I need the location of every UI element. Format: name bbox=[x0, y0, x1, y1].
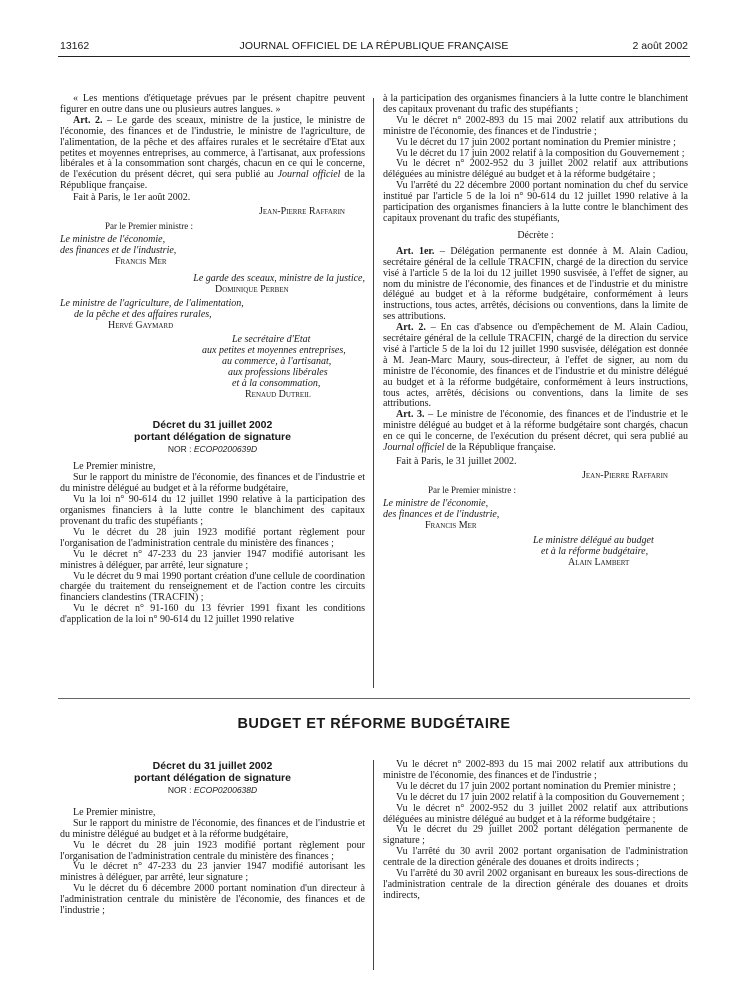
visa-8: Vu le décret du 17 juin 2002 portant nomination du Premier ministre ; bbox=[396, 136, 676, 148]
minister-agri-line2: de la pêche et des affaires rurales, bbox=[74, 309, 212, 321]
decree-title-line2: portant délégation de signature bbox=[134, 772, 291, 784]
column-separator-bottom bbox=[373, 760, 374, 970]
article-2: Art. 2. – Le garde des sceaux, ministre de la justice, le ministre de l'économie, des finances et de l'industrie, le ministre de l'agriculture, de l'alimentation, de la pêche et des affaires rurales et le secrétaire d'Etat aux petites et moyennes entreprises, au commerce, à l'artisanat, aux professions libérales et à la consommation sont chargés, chacun en ce qui le concerne, de l'exécution du présent décret, qui sera publié au Journal officiel de la République française. bbox=[60, 114, 365, 192]
label-quote: « Les mentions d'étiquetage prévues par le présent chapitre peuvent figurer en outre dans une ou plusieurs autres langues. » bbox=[60, 93, 365, 115]
visa-6: Vu le décret du 17 juin 2002 portant nomination du Premier ministre ; bbox=[396, 780, 676, 792]
visa-4: Vu le décret du 6 décembre 2000 portant nomination d'un directeur à l'administration centrale du ministère de l'économie, des finances et de l'industrie ; bbox=[60, 883, 365, 917]
page-number: 13162 bbox=[60, 40, 90, 52]
top-left-column bbox=[60, 94, 365, 626]
nor-reference: NOR : ECOP0200638D bbox=[167, 785, 258, 795]
column-separator bbox=[373, 98, 374, 688]
visa-7: Vu le décret du 17 juin 2002 relatif à la composition du Gouvernement ; bbox=[396, 791, 685, 803]
visa-9: Vu le décret du 29 juillet 2002 portant délégation permanente de signature ; bbox=[383, 824, 688, 847]
signature-date: Fait à Paris, le 1er août 2002. bbox=[73, 192, 191, 204]
section-title: BUDGET ET RÉFORME BUDGÉTAIRE bbox=[237, 716, 511, 732]
visa-11: Vu l'arrêté du 22 décembre 2000 portant nomination du chef du service institué par l'article 5 de la loi n° 90-614 du 12 juillet 1990 relative à la participation des organismes financiers à la lutte contre le blanchiment des capitaux provenant du trafic des stupéfiants, bbox=[383, 180, 688, 224]
se-line3: au commerce, à l'artisanat, bbox=[222, 355, 332, 367]
minister-eco-name: Francis Mer bbox=[425, 519, 477, 531]
visa-1: Sur le rapport du ministre de l'économie, des finances et de l'industrie et du ministre délégué au budget et à la réforme budgétaire, bbox=[60, 472, 365, 495]
md-line2: et à la réforme budgétaire, bbox=[541, 546, 649, 558]
journal-title: JOURNAL OFFICIEL DE LA RÉPUBLIQUE FRANÇAISE bbox=[239, 40, 509, 52]
minister-eco-name: Francis Mer bbox=[115, 255, 167, 267]
par-pm: Par le Premier ministre : bbox=[428, 484, 516, 495]
visa-5: Vu le décret n° 2002-893 du 15 mai 2002 relatif aux attributions du ministre de l'économie, des finances et de l'industrie ; bbox=[383, 759, 688, 781]
minister-agri-line1: Le ministre de l'agriculture, de l'alimentation, bbox=[60, 298, 244, 310]
visa-continued: à la participation des organismes financiers à la lutte contre le blanchiment des capitaux provenant du trafic des stupéfiants ; bbox=[383, 93, 688, 115]
visa-11: Vu l'arrêté du 30 avril 2002 organisant en bureaux les sous-directions de l'administration centrale de la direction générale des douanes et droits indirects, bbox=[383, 868, 688, 901]
garde-sceaux-name: Dominique Perben bbox=[215, 283, 289, 295]
section-rule bbox=[58, 698, 690, 699]
visa-7: Vu le décret n° 2002-893 du 15 mai 2002 relatif aux attributions du ministre de l'économie, des finances et de l'industrie ; bbox=[383, 114, 688, 137]
visa-3: Vu le décret n° 47-233 du 23 janvier 1947 modifié autorisant les ministres à déléguer, par arrêté, leur signature ; bbox=[60, 861, 365, 884]
decree-title-line1: Décret du 31 juillet 2002 bbox=[152, 418, 273, 431]
visa-2: Vu le décret du 28 juin 1923 modifié portant règlement pour l'organisation de l'administration centrale du ministère des finances ; bbox=[60, 839, 365, 862]
decree-title-line1: Décret du 31 juillet 2002 bbox=[152, 760, 273, 772]
bottom-right-column bbox=[383, 760, 688, 902]
pm-signature: Jean-Pierre Raffarin bbox=[582, 469, 668, 481]
visa-6: Vu le décret n° 91-160 du 13 février 1991 fixant les conditions d'application de la loi n° 90-614 du 12 juillet 1990 relative bbox=[60, 603, 365, 626]
par-pm: Par le Premier ministre : bbox=[105, 220, 193, 231]
top-right-column bbox=[383, 94, 688, 569]
page-header bbox=[0, 40, 748, 54]
minister-eco-line1: Le ministre de l'économie, bbox=[60, 233, 166, 245]
article-1: Art. 1er. – Délégation permanente est donnée à M. Alain Cadiou, secrétaire général de la cellule TRACFIN, chargé de la direction du service visé à l'article 5 de la loi du 12 juillet 1990 susvisée, à l'effet de signer, au nom du ministre de l'économie, des finances et de l'industrie et du ministre délégué au budget et à la réforme budgétaire, conformément à leurs instructions, tous actes, arrêtés, décisions ou conventions, dans la limite de ses attributions. bbox=[383, 245, 688, 323]
visa-3: Vu le décret du 28 juin 1923 modifié portant règlement pour l'organisation de l'administration centrale du ministère des finances ; bbox=[60, 526, 365, 549]
bottom-left-column bbox=[60, 760, 365, 917]
minister-eco-line1: Le ministre de l'économie, bbox=[383, 497, 489, 509]
visa-8: Vu le décret n° 2002-952 du 3 juillet 2002 relatif aux attributions déléguées au ministre délégué au budget et à la réforme budgétaire ; bbox=[383, 802, 688, 825]
nor-reference: NOR : ECOP0200639D bbox=[167, 443, 258, 454]
visa-10: Vu le décret n° 2002-952 du 3 juillet 2002 relatif aux attributions déléguées au ministre délégué au budget et à la réforme budgétaire ; bbox=[383, 158, 688, 181]
se-line4: aux professions libérales bbox=[228, 366, 328, 378]
pm-signature: Jean-Pierre Raffarin bbox=[259, 206, 345, 218]
header-rule bbox=[58, 56, 690, 57]
visa-4: Vu le décret n° 47-233 du 23 janvier 1947 modifié autorisant les ministres à déléguer, par arrêté, leur signature ; bbox=[60, 548, 365, 571]
visa-9: Vu le décret du 17 juin 2002 relatif à la composition du Gouvernement ; bbox=[396, 147, 685, 159]
decree-title-line2: portant délégation de signature bbox=[134, 430, 291, 443]
garde-sceaux: Le garde des sceaux, ministre de la justice, bbox=[193, 272, 365, 284]
minister-agri-name: Hervé Gaymard bbox=[108, 320, 174, 332]
decrete: Décrète : bbox=[517, 229, 554, 241]
md-name: Alain Lambert bbox=[568, 557, 630, 569]
visa-2: Vu la loi n° 90-614 du 12 juillet 1990 relative à la participation des organismes financiers à la lutte contre le blanchiment des capitaux provenant du trafic des stupéfiants ; bbox=[60, 494, 365, 527]
se-line1: Le secrétaire d'Etat bbox=[232, 334, 311, 346]
visa-5: Vu le décret du 9 mai 1990 portant création d'une cellule de coordination chargée du traitement du renseignement et de l'action contre les circuits financiers clandestins (TRACFIN) ; bbox=[60, 570, 365, 604]
visa-1: Sur le rapport du ministre de l'économie, des finances et de l'industrie et du ministre délégué au budget et à la réforme budgétaire, bbox=[60, 817, 365, 840]
md-line1: Le ministre délégué au budget bbox=[533, 535, 654, 547]
premier-ministre: Le Premier ministre, bbox=[73, 461, 156, 473]
issue-date: 2 août 2002 bbox=[632, 40, 688, 52]
minister-eco-line2: des finances et de l'industrie, bbox=[383, 508, 500, 520]
se-line5: et à la consommation, bbox=[232, 377, 321, 389]
se-name: Renaud Dutreil bbox=[245, 388, 311, 400]
signature-date: Fait à Paris, le 31 juillet 2002. bbox=[396, 456, 517, 467]
article-2b: Art. 2. – En cas d'absence ou d'empêchement de M. Alain Cadiou, secrétaire général de la cellule TRACFIN, chargé de la direction du service visé à l'article 5 de la loi du 12 juillet 1990 susvisée, délégation est donnée à M. Jean-Marc Maury, sous-directeur, à l'effet de signer, au nom du ministre de l'économie, des finances et de l'industrie et du ministre délégué au budget et à la réforme budgétaire, conformément à leurs instructions, tous actes, arrêtés, décisions ou conventions, dans la limite de ses attributions. bbox=[383, 322, 688, 410]
article-3: Art. 3. – Le ministre de l'économie, des finances et de l'industrie et le ministre délégué au budget et à la réforme budgétaire sont chargés, chacun en ce qui le concerne, de l'exécution du présent décret, qui sera publié au Journal officiel de la République française. bbox=[383, 409, 688, 454]
visa-10: Vu l'arrêté du 30 avril 2002 portant organisation de l'administration centrale de la direction générale des douanes et droits indirects ; bbox=[383, 846, 688, 869]
premier-ministre: Le Premier ministre, bbox=[73, 806, 156, 818]
minister-eco-line2: des finances et de l'industrie, bbox=[60, 244, 177, 256]
se-line2: aux petites et moyennes entreprises, bbox=[202, 345, 346, 357]
